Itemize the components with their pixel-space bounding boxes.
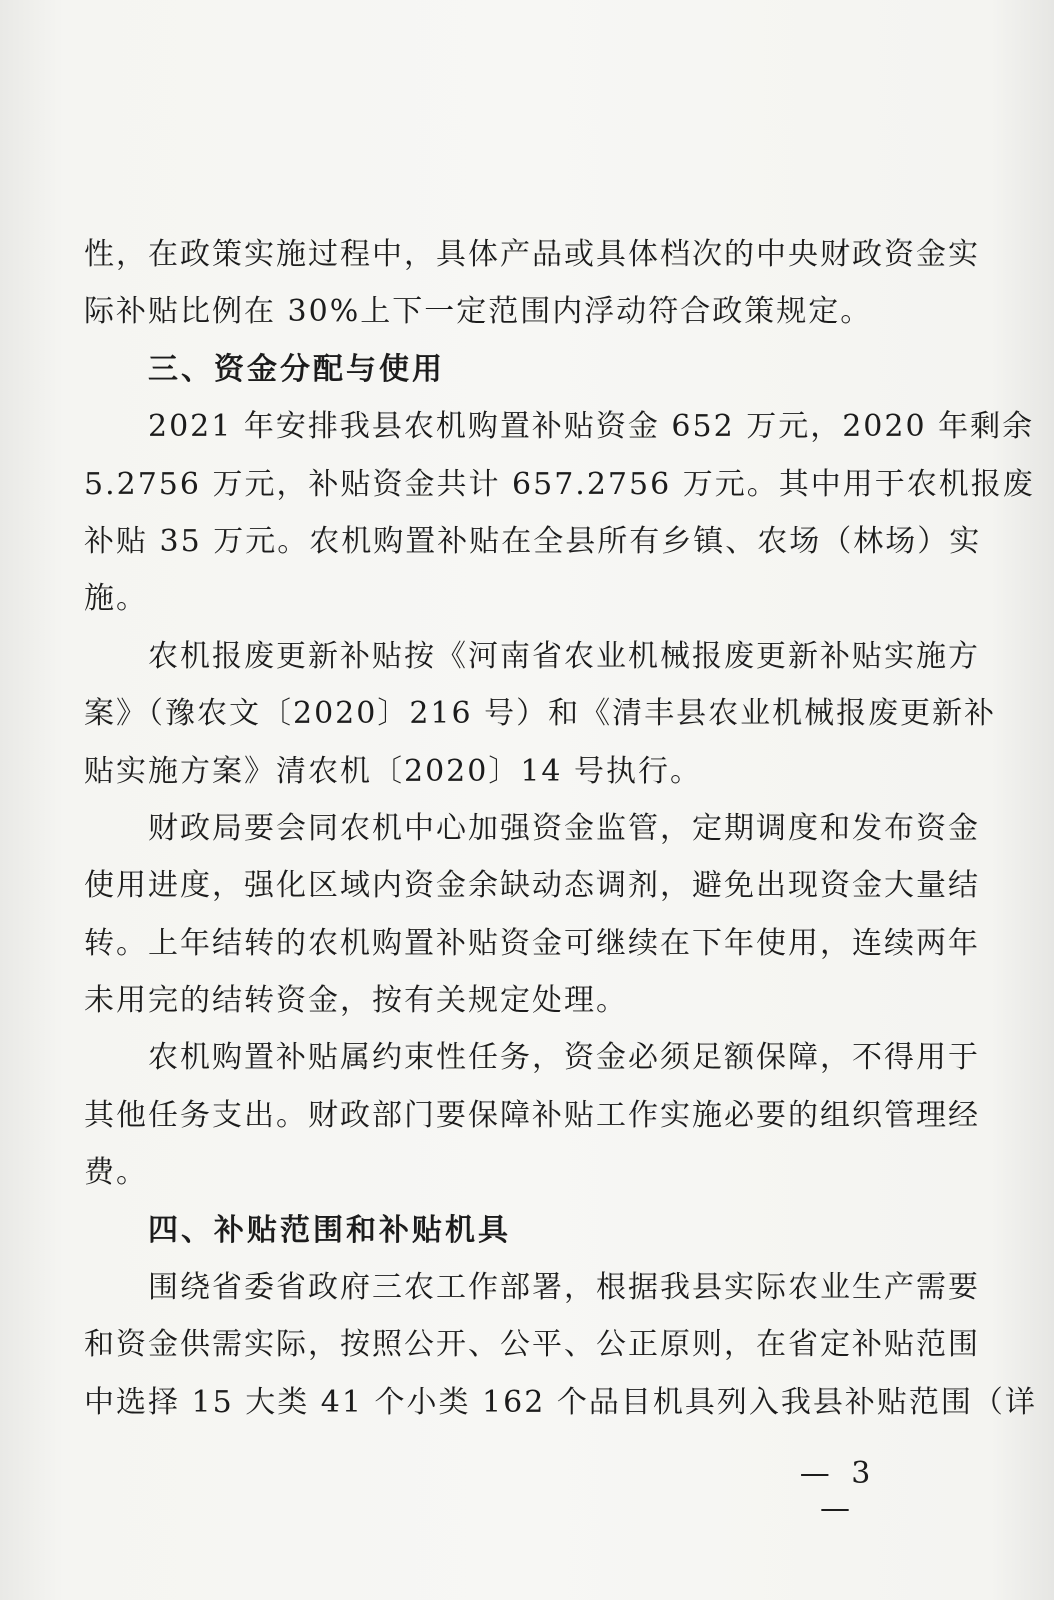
paragraph-line: 使用进度，强化区域内资金余缺动态调剂，避免出现资金大量结 <box>84 868 980 904</box>
paragraph-line: 补贴 35 万元。农机购置补贴在全县所有乡镇、农场（林场）实 <box>84 523 982 559</box>
paragraph-line: 费。 <box>84 1155 148 1191</box>
paragraph-line: 其他任务支出。财政部门要保障补贴工作实施必要的组织管理经 <box>84 1097 980 1133</box>
paragraph-line: 贴实施方案》清农机〔2020〕14 号执行。 <box>84 753 703 789</box>
paragraph-line: 2021 年安排我县农机购置补贴资金 652 万元，2020 年剩余 <box>148 409 1035 445</box>
paragraph-line: 性，在政策实施过程中，具体产品或具体档次的中央财政资金实 <box>84 237 980 272</box>
paragraph-line: 中选择 15 大类 41 个小类 162 个品目机具列入我县补贴范围（详 <box>84 1384 1037 1420</box>
paragraph-line: 际补贴比例在 30%上下一定范围内浮动符合政策规定。 <box>84 294 873 330</box>
paragraph-line: 农机报废更新补贴按《河南省农业机械报废更新补贴实施方 <box>148 638 980 674</box>
paragraph-line: 未用完的结转资金，按有关规定处理。 <box>84 983 628 1019</box>
page-number: — 3 — <box>799 1456 877 1526</box>
paragraph-line: 和资金供需实际，按照公开、公平、公正原则，在省定补贴范围 <box>84 1327 980 1363</box>
paragraph-line: 转。上年结转的农机购置补贴资金可继续在下年使用，连续两年 <box>84 925 980 961</box>
paragraph-line: 农机购置补贴属约束性任务，资金必须足额保障，不得用于 <box>148 1040 980 1076</box>
paragraph-line: 围绕省委省政府三农工作部署，根据我县实际农业生产需要 <box>148 1270 980 1306</box>
section-heading-funds: 三、资金分配与使用 <box>148 351 445 387</box>
paragraph-line: 施。 <box>84 581 148 617</box>
paragraph-line: 案》（豫农文〔2020〕216 号）和《清丰县农业机械报废更新补 <box>84 696 997 732</box>
paragraph-line: 5.2756 万元，补贴资金共计 657.2756 万元。其中用于农机报废 <box>84 466 1035 502</box>
body-text <box>84 226 1037 1431</box>
paragraph-line: 财政局要会同农机中心加强资金监管，定期调度和发布资金 <box>148 810 980 846</box>
section-heading-scope: 四、补贴范围和补贴机具 <box>148 1212 511 1248</box>
